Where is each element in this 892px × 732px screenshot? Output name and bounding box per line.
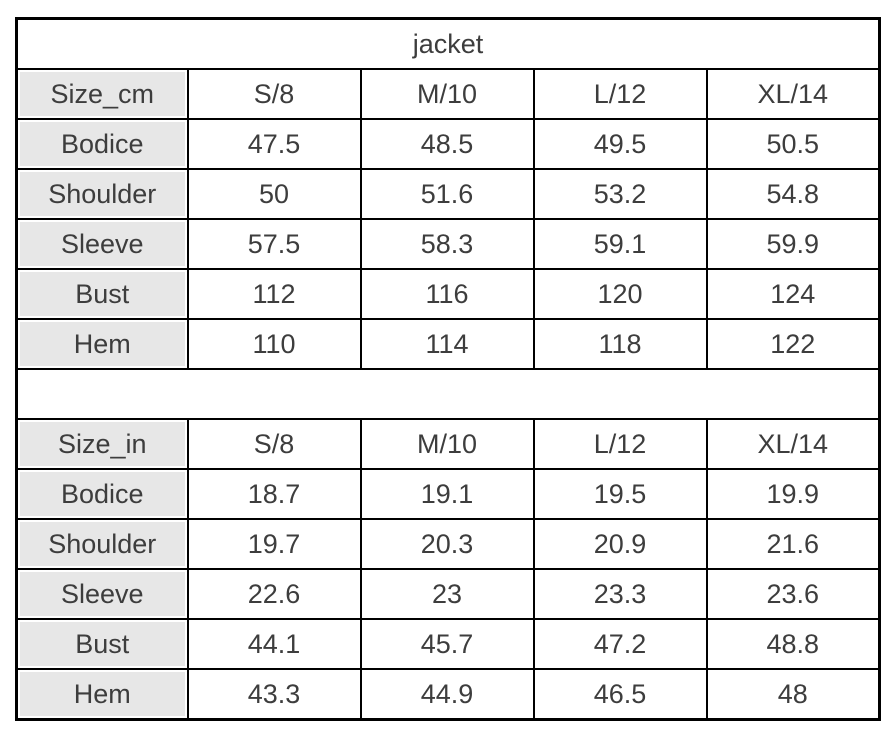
size-value: 110 [188, 319, 361, 369]
size-value: 48 [707, 669, 880, 720]
size-value: 48.5 [361, 119, 534, 169]
table-row [17, 669, 880, 720]
table-row [17, 319, 880, 369]
title-row [17, 19, 880, 70]
row-label: Shoulder [17, 519, 188, 569]
table-row [17, 169, 880, 219]
size-value: 20.3 [361, 519, 534, 569]
row-label: Sleeve [17, 569, 188, 619]
unit-header-cm: Size_cm [17, 69, 188, 119]
table-row [17, 569, 880, 619]
size-value: 23.3 [534, 569, 707, 619]
size-value: 46.5 [534, 669, 707, 720]
size-value: 23 [361, 569, 534, 619]
size-value: 58.3 [361, 219, 534, 269]
table-row [17, 469, 880, 519]
table-row [17, 219, 880, 269]
size-value: 50.5 [707, 119, 880, 169]
size-value: 43.3 [188, 669, 361, 720]
size-value: 47.2 [534, 619, 707, 669]
size-value: 114 [361, 319, 534, 369]
size-value: 19.7 [188, 519, 361, 569]
size-value: 22.6 [188, 569, 361, 619]
size-value: 59.9 [707, 219, 880, 269]
separator-cell [17, 369, 880, 419]
size-value: 112 [188, 269, 361, 319]
header-row-cm [17, 69, 880, 119]
size-value: 47.5 [188, 119, 361, 169]
size-value: 116 [361, 269, 534, 319]
table-row [17, 119, 880, 169]
size-value: 118 [534, 319, 707, 369]
size-value: 49.5 [534, 119, 707, 169]
size-value: 50 [188, 169, 361, 219]
row-label: Bust [17, 619, 188, 669]
size-value: 44.1 [188, 619, 361, 669]
size-value: 19.1 [361, 469, 534, 519]
row-label: Sleeve [17, 219, 188, 269]
size-value: 19.9 [707, 469, 880, 519]
column-header: L/12 [534, 69, 707, 119]
table-row [17, 619, 880, 669]
size-value: 59.1 [534, 219, 707, 269]
size-value: 48.8 [707, 619, 880, 669]
size-value: 19.5 [534, 469, 707, 519]
size-value: 120 [534, 269, 707, 319]
column-header: M/10 [361, 419, 534, 469]
row-label: Bodice [17, 469, 188, 519]
column-header: S/8 [188, 419, 361, 469]
size-value: 21.6 [707, 519, 880, 569]
size-value: 51.6 [361, 169, 534, 219]
size-value: 57.5 [188, 219, 361, 269]
size-value: 53.2 [534, 169, 707, 219]
column-header: S/8 [188, 69, 361, 119]
table-title: jacket [17, 19, 880, 70]
size-chart-table [15, 17, 881, 721]
column-header: XL/14 [707, 69, 880, 119]
table-row [17, 519, 880, 569]
size-value: 54.8 [707, 169, 880, 219]
size-value: 124 [707, 269, 880, 319]
row-label: Bust [17, 269, 188, 319]
header-row-in [17, 419, 880, 469]
separator-row [17, 369, 880, 419]
row-label: Shoulder [17, 169, 188, 219]
column-header: M/10 [361, 69, 534, 119]
unit-header-in: Size_in [17, 419, 188, 469]
size-value: 18.7 [188, 469, 361, 519]
row-label: Bodice [17, 119, 188, 169]
size-value: 20.9 [534, 519, 707, 569]
size-value: 45.7 [361, 619, 534, 669]
table-row [17, 269, 880, 319]
row-label: Hem [17, 669, 188, 720]
size-value: 122 [707, 319, 880, 369]
column-header: XL/14 [707, 419, 880, 469]
size-value: 44.9 [361, 669, 534, 720]
size-value: 23.6 [707, 569, 880, 619]
row-label: Hem [17, 319, 188, 369]
column-header: L/12 [534, 419, 707, 469]
